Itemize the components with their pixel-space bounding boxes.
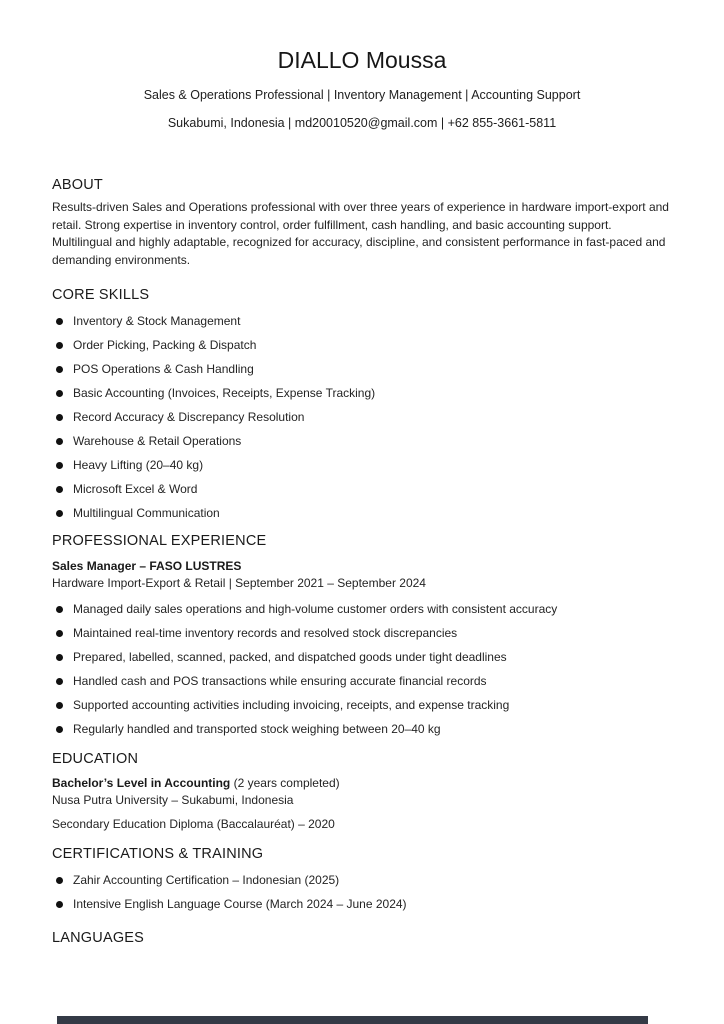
list-item-text: Supported accounting activities including invoicing, receipts, and expense tracking — [73, 698, 510, 712]
list-item — [56, 361, 672, 378]
list-item-text: Zahir Accounting Certification – Indonesian (2025) — [73, 873, 340, 887]
education-university-line: Nusa Putra University – Sukabumi, Indonesia — [52, 793, 294, 807]
bullet-icon — [56, 726, 63, 733]
bullet-icon — [56, 462, 63, 469]
bullet-icon — [56, 318, 63, 325]
list-item — [56, 872, 672, 889]
about-heading: ABOUT — [52, 177, 103, 193]
list-item-text: Regularly handled and transported stock weighing between 20–40 kg — [73, 722, 441, 736]
list-item — [56, 721, 672, 738]
list-item-text: Heavy Lifting (20–40 kg) — [73, 458, 204, 472]
bullet-icon — [56, 877, 63, 884]
list-item-text: Intensive English Language Course (March 2024 – June 2024) — [73, 897, 407, 911]
section-core-skills — [52, 286, 672, 522]
list-item — [56, 433, 672, 450]
list-item — [56, 697, 672, 714]
section-professional-experience — [52, 532, 672, 738]
list-item — [56, 601, 672, 618]
bullet-icon — [56, 606, 63, 613]
list-item-text: Warehouse & Retail Operations — [73, 434, 242, 448]
education-degree-line — [52, 775, 672, 792]
certifications-list — [52, 872, 672, 913]
list-item-text: Inventory & Stock Management — [73, 314, 241, 328]
list-item — [56, 409, 672, 426]
experience-bullet-list — [52, 601, 672, 738]
list-item — [56, 337, 672, 354]
about-summary-text: Results-driven Sales and Operations professional with over three years of experience in hardware import-export and retail. Strong expertise in inventory control, order fulfillment, cash handling, and basic accounting support. Multilingual and highly adaptable, recognized for accuracy, discipline, and consistent performance in fast-paced and demanding environments. — [52, 200, 669, 267]
list-item-text: Record Accuracy & Discrepancy Resolution — [73, 410, 305, 424]
experience-heading: PROFESSIONAL EXPERIENCE — [52, 533, 267, 549]
list-item — [56, 625, 672, 642]
bullet-icon — [56, 654, 63, 661]
certifications-heading: CERTIFICATIONS & TRAINING — [52, 846, 264, 862]
candidate-headline: Sales & Operations Professional | Inventory Management | Accounting Support — [143, 88, 581, 102]
list-item-text: Microsoft Excel & Word — [73, 482, 198, 496]
resume-header — [52, 46, 672, 132]
bullet-icon — [56, 366, 63, 373]
list-item-text: Multilingual Communication — [73, 506, 220, 520]
languages-heading: LANGUAGES — [52, 930, 145, 946]
list-item — [56, 481, 672, 498]
list-item — [56, 313, 672, 330]
bullet-icon — [56, 702, 63, 709]
bullet-icon — [56, 390, 63, 397]
bullet-icon — [56, 901, 63, 908]
list-item-text: POS Operations & Cash Handling — [73, 362, 254, 376]
list-item-text: Handled cash and POS transactions while ensuring accurate financial records — [73, 674, 487, 688]
list-item — [56, 505, 672, 522]
list-item-text: Maintained real-time inventory records and resolved stock discrepancies — [73, 626, 458, 640]
bullet-icon — [56, 414, 63, 421]
bullet-icon — [56, 630, 63, 637]
degree-detail: (2 years completed) — [230, 776, 340, 790]
job-title: Sales Manager – FASO LUSTRES — [52, 559, 242, 573]
bullet-icon — [56, 342, 63, 349]
section-about — [52, 176, 672, 269]
candidate-name: DIALLO Moussa — [277, 47, 447, 73]
cutoff-dark-bar — [57, 1016, 648, 1024]
list-item — [56, 649, 672, 666]
bullet-icon — [56, 678, 63, 685]
list-item — [56, 457, 672, 474]
bullet-icon — [56, 438, 63, 445]
list-item-text: Prepared, labelled, scanned, packed, and dispatched goods under tight deadlines — [73, 650, 507, 664]
list-item — [56, 673, 672, 690]
contact-line: Sukabumi, Indonesia | md20010520@gmail.com | +62 855-3661-5811 — [167, 116, 557, 130]
core-skills-heading: CORE SKILLS — [52, 287, 150, 303]
section-languages — [52, 929, 672, 947]
list-item — [56, 896, 672, 913]
list-item-text: Managed daily sales operations and high-volume customer orders with consistent accuracy — [73, 602, 558, 616]
job-meta-line: Hardware Import-Export & Retail | September 2021 – September 2024 — [52, 576, 426, 590]
bullet-icon — [56, 510, 63, 517]
bullet-icon — [56, 486, 63, 493]
section-certifications — [52, 845, 672, 913]
section-education — [52, 750, 672, 833]
degree-title: Bachelor’s Level in Accounting — [52, 776, 231, 790]
list-item — [56, 385, 672, 402]
list-item-text: Basic Accounting (Invoices, Receipts, Expense Tracking) — [73, 386, 376, 400]
list-item-text: Order Picking, Packing & Dispatch — [73, 338, 257, 352]
core-skills-list — [52, 313, 672, 522]
education-heading: EDUCATION — [52, 751, 139, 767]
education-secondary-line: Secondary Education Diploma (Baccalauréat) – 2020 — [52, 817, 335, 831]
